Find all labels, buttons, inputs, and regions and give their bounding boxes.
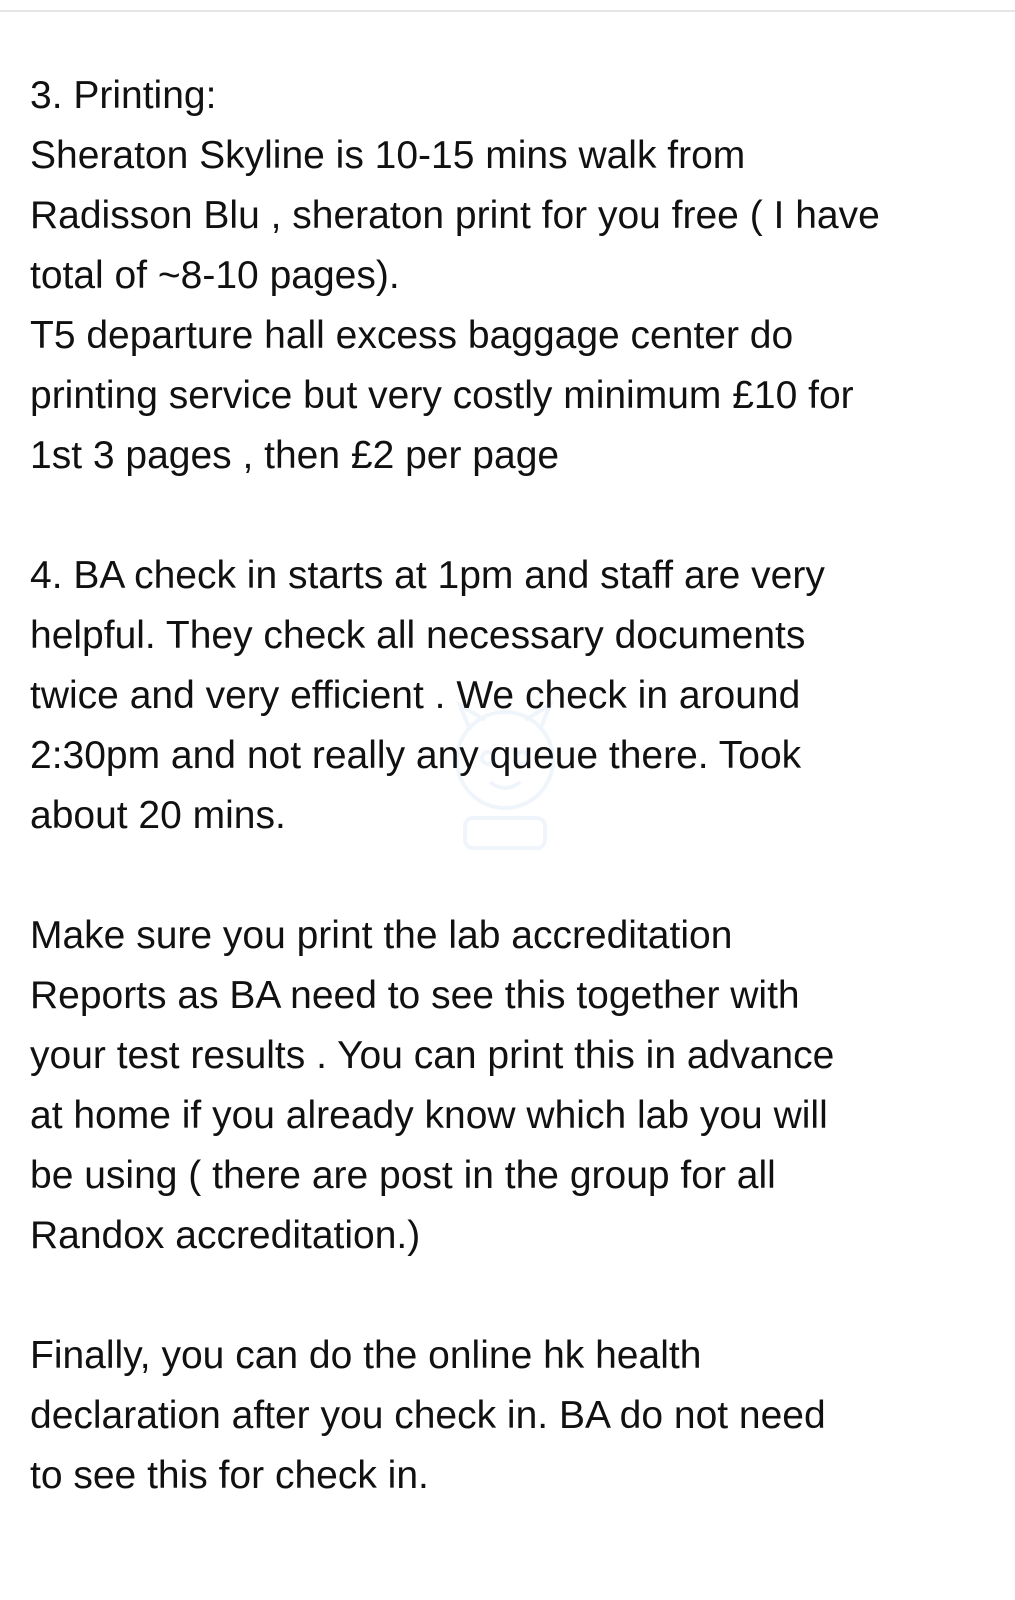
- text-line: T5 departure hall excess baggage center do: [30, 314, 794, 357]
- paragraph-health-declaration: [30, 1326, 990, 1506]
- text-line: to see this for check in.: [30, 1454, 429, 1497]
- paragraph-ba-check-in: [30, 546, 990, 846]
- paragraph-printing: [30, 66, 990, 486]
- paragraph-lab-accreditation: [30, 906, 990, 1266]
- text-line: declaration after you check in. BA do not need: [30, 1394, 826, 1437]
- text-line: Make sure you print the lab accreditation: [30, 914, 733, 957]
- text-line: 4. BA check in starts at 1pm and staff are very: [30, 554, 825, 597]
- text-line: total of ~8-10 pages).: [30, 254, 400, 297]
- text-line: Sheraton Skyline is 10-15 mins walk from: [30, 134, 746, 177]
- text-line: about 20 mins.: [30, 794, 286, 837]
- top-divider: [0, 10, 1015, 12]
- text-line: be using ( there are post in the group for all: [30, 1154, 776, 1197]
- post-body: [30, 66, 990, 1566]
- text-line: printing service but very costly minimum £10 for: [30, 374, 854, 417]
- text-line: Radisson Blu , sheraton print for you free ( I have: [30, 194, 880, 237]
- text-line: your test results . You can print this in advance: [30, 1034, 835, 1077]
- text-line: 3. Printing:: [30, 74, 217, 117]
- text-line: at home if you already know which lab you will: [30, 1094, 828, 1137]
- text-line: Randox accreditation.): [30, 1214, 421, 1257]
- text-line: 1st 3 pages , then £2 per page: [30, 434, 560, 477]
- text-line: 2:30pm and not really any queue there. Took: [30, 734, 802, 777]
- text-line: helpful. They check all necessary documents: [30, 614, 806, 657]
- text-line: Finally, you can do the online hk health: [30, 1334, 702, 1377]
- text-line: Reports as BA need to see this together with: [30, 974, 800, 1017]
- text-line: twice and very efficient . We check in around: [30, 674, 801, 717]
